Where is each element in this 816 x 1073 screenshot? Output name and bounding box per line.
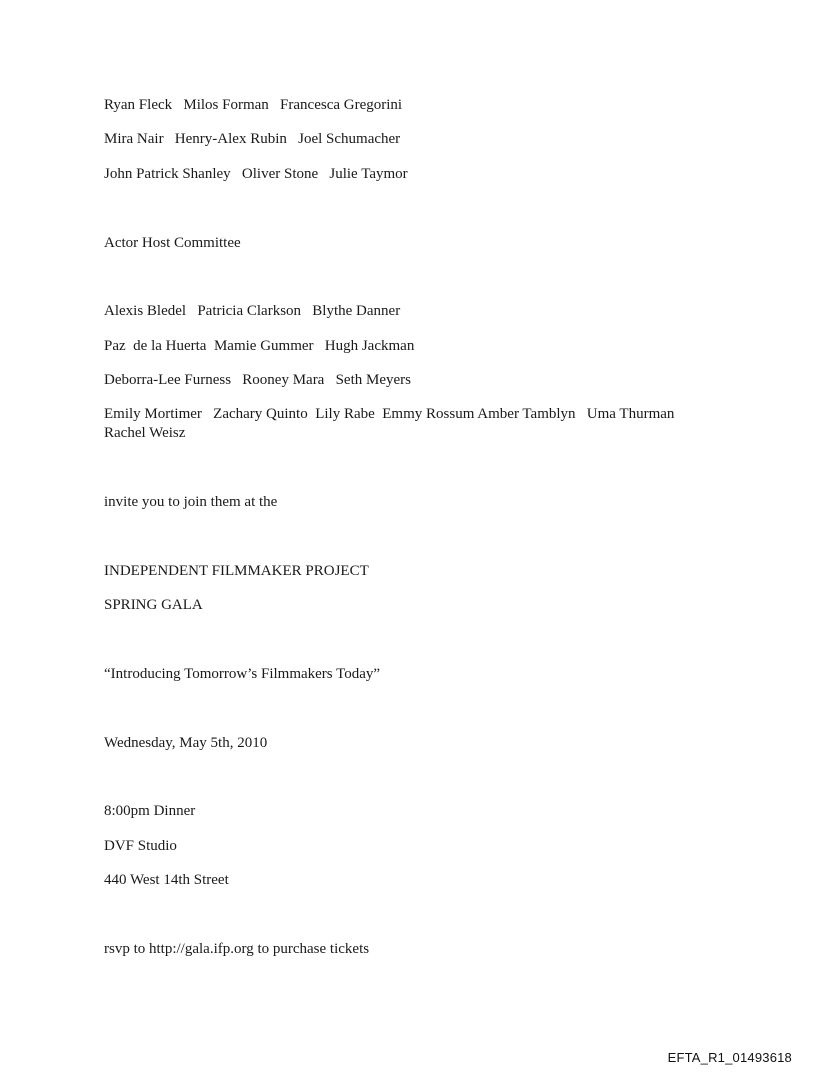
event-time: 8:00pm Dinner: [104, 803, 196, 819]
document-id: EFTA_R1_01493618: [667, 1050, 792, 1065]
event-tagline: “Introducing Tomorrow’s Filmmakers Today”: [104, 666, 381, 682]
invite-text: invite you to join them at the: [104, 494, 278, 510]
director-line-2: Mira Nair Henry-Alex Rubin Joel Schumacher: [104, 131, 401, 147]
actor-line-2: Paz de la Huerta Mamie Gummer Hugh Jackman: [104, 338, 415, 354]
event-name: SPRING GALA: [104, 597, 203, 613]
event-address: 440 West 14th Street: [104, 872, 229, 888]
director-line-3: John Patrick Shanley Oliver Stone Julie Taymor: [104, 166, 408, 182]
actor-committee-heading: Actor Host Committee: [104, 235, 241, 251]
event-date: Wednesday, May 5th, 2010: [104, 735, 268, 751]
director-line-1: Ryan Fleck Milos Forman Francesca Gregorini: [104, 97, 403, 113]
actor-line-1: Alexis Bledel Patricia Clarkson Blythe Danner: [104, 303, 401, 319]
event-venue: DVF Studio: [104, 838, 177, 854]
actor-line-3: Deborra-Lee Furness Rooney Mara Seth Meyers: [104, 372, 411, 388]
rsvp-text: rsvp to http://gala.ifp.org to purchase tickets: [104, 941, 370, 957]
actor-line-4: Emily Mortimer Zachary Quinto Lily Rabe Emmy Rossum Amber Tamblyn Uma Thurman Rachel Weisz: [104, 406, 679, 441]
event-organization: INDEPENDENT FILMMAKER PROJECT: [104, 563, 369, 579]
